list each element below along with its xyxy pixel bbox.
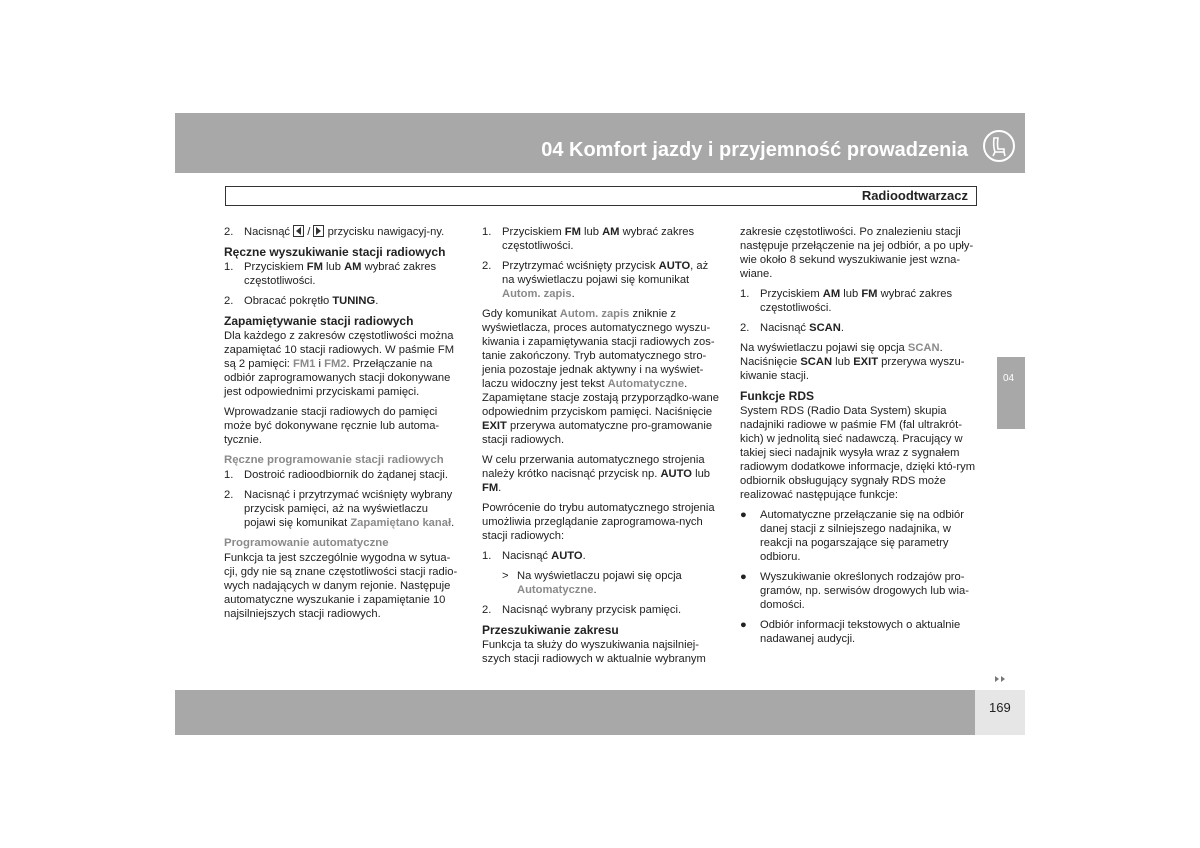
button-label: FM [306, 261, 323, 273]
bullet-icon: ● [740, 509, 747, 521]
text: . Naciśnięcie [740, 342, 943, 368]
step-number: 1. [740, 288, 750, 300]
text: lub [695, 468, 711, 480]
list-text: lub [326, 261, 341, 273]
list-text: Na wyświetlaczu pojawi się opcja [517, 570, 682, 582]
list-item [740, 618, 978, 646]
button-label: FM [564, 226, 581, 238]
list-text: Nacisnąć [502, 550, 549, 562]
button-label: AUTO [660, 468, 692, 480]
paragraph [740, 341, 978, 383]
heading: Zapamiętywanie stacji radiowych [224, 314, 414, 328]
button-label: FM [482, 482, 499, 494]
page-number-box [975, 690, 1025, 735]
step-number: 2. [224, 489, 234, 501]
display-message: FM1 [293, 358, 316, 370]
list-text: . [582, 550, 586, 562]
list-item: 2. Obracać pokrętło TUNING. [224, 295, 379, 307]
step-number: 2. [740, 322, 750, 334]
list-item [482, 549, 720, 563]
result-marker: > [502, 570, 509, 582]
list-text: Nacisnąć wybrany przycisk pamięci. [502, 604, 682, 616]
list-text: Przyciskiem [502, 226, 562, 238]
list-item [482, 603, 720, 617]
list-item [224, 488, 462, 530]
section-title: Radioodtwarzacz [861, 188, 968, 203]
text: przerywa wyszu-kiwanie stacji. [740, 356, 965, 382]
heading: Ręczne wyszukiwanie stacji radiowych [224, 245, 446, 259]
list-text: , aż na wyświetlaczu pojawi się komunikat [502, 260, 709, 286]
paragraph [482, 453, 720, 495]
button-label: SCAN [800, 356, 833, 368]
heading: Programowanie automatyczne [224, 537, 389, 549]
button-label: AUTO [551, 550, 583, 562]
display-message: SCAN [907, 342, 940, 354]
paragraph: Funkcja ta służy do wyszukiwania najsilniej-szych stacji radiowych w aktualnie wybranym [482, 639, 706, 665]
list-item [740, 508, 978, 564]
button-label: FM [861, 288, 878, 300]
display-message: Autom. zapis [559, 308, 630, 320]
list-text: Nacisnąć [760, 322, 807, 334]
button-label: TUNING [332, 295, 376, 307]
paragraph: Wprowadzanie stacji radiowych do pamięci może być dokonywane ręcznie lub automa-tycznie. [224, 406, 440, 446]
list-text: wybrać zakres częstotliwości. [760, 288, 953, 314]
text: zniknie z wyświetlacza, proces automatycznego wyszu-kiwania i zapamiętywania stacji radiowych zos-tanie zakończony. Tryb automatycznego stro-jenia pozostaje jednak aktywny i na wyświet-laczu widoczny jest tekst [482, 308, 715, 390]
button-label: SCAN [809, 322, 841, 334]
heading: Przeszukiwanie zakresu [482, 623, 619, 637]
list-item [224, 260, 462, 288]
step-number: 2. [482, 604, 492, 616]
footer-band [175, 690, 975, 735]
text: . Zapamiętane stacje zostają przyporządko-wane odpowiednim przyciskom pamięci. Naciśnięcie [482, 378, 719, 418]
column-2 [482, 225, 720, 672]
display-message: FM2 [324, 358, 347, 370]
step-number: 1. [224, 261, 234, 273]
list-text: wybrać zakres częstotliwości. [502, 226, 695, 252]
text: przerywa automatyczne pro-gramowanie stacji radiowych. [482, 420, 713, 446]
display-message: Automatyczne [517, 584, 594, 596]
button-label: EXIT [853, 356, 879, 368]
heading: Ręczne programowanie stacji radiowych [224, 454, 444, 466]
button-label: AUTO [658, 260, 691, 272]
text: lub [835, 356, 851, 368]
list-item [740, 287, 978, 315]
list-text: lub [843, 288, 859, 300]
text: Gdy komunikat [482, 308, 557, 320]
section-header [225, 186, 977, 206]
button-label: AM [602, 226, 620, 238]
list-text: Nacisnąć i przytrzymać wciśnięty wybrany przycisk pamięci, aż na wyświetlaczu pojawi się komunikat [244, 489, 453, 529]
list-text: . [593, 584, 597, 596]
list-text: wybrać zakres częstotliwości. [244, 261, 437, 287]
chapter-title: 04 Komfort jazdy i przyjemność prowadzenia [541, 139, 968, 161]
text: W celu przerwania automatycznego strojenia należy krótko nacisnąć przycisk np. [482, 454, 705, 480]
column-1 [224, 225, 462, 627]
chapter-header [175, 113, 1025, 173]
page-number: 169 [989, 700, 1011, 715]
nav-left-button-icon [293, 225, 304, 237]
list-text: Nacisnąć [244, 226, 291, 238]
list-text: . [840, 322, 844, 334]
sub-list-item [482, 569, 720, 597]
step-number: 1. [482, 550, 492, 562]
bullet-icon: ● [740, 571, 747, 583]
list-item [482, 259, 720, 301]
chapter-tab [997, 357, 1025, 429]
button-label: EXIT [482, 420, 507, 432]
paragraph: zakresie częstotliwości. Po znalezieniu stacji następuje przełączenie na jej odbiór, a po upły-wie około 8 sekund wyszukiwanie jest wzna-wiane. [740, 226, 974, 280]
list-item [224, 468, 462, 482]
step-number: 2. [482, 260, 492, 272]
list-text: Automatyczne przełączanie się na odbiór danej stacji z silniejszego nadajnika, w reakcji na pogarszające się parametry odbioru. [760, 509, 964, 563]
chapter-tab-label: 04 [1003, 373, 1015, 384]
display-message: Automatyczne [607, 378, 685, 390]
nav-right-button-icon [313, 225, 324, 237]
paragraph [224, 329, 462, 399]
text: . Przełączanie na odbiór zaprogramowanych stacji dokonywane jest odpowiednimi przyciskami pamięci. [224, 358, 451, 398]
list-text: Przyciskiem [760, 288, 820, 300]
list-text: Dostroić radioodbiornik do żądanej stacji. [244, 469, 448, 481]
step-number: 1. [482, 226, 492, 238]
text: Na wyświetlaczu pojawi się opcja [740, 342, 905, 354]
list-text: Obracać pokrętło [244, 295, 330, 307]
list-text: Przyciskiem [244, 261, 304, 273]
list-text: lub [584, 226, 599, 238]
list-item: 2. Nacisnąć / przycisku nawigacyj-ny. [224, 226, 445, 238]
display-message: Zapamiętano kanał [350, 517, 452, 529]
text: i [318, 358, 322, 370]
list-text: . [571, 288, 575, 300]
paragraph [482, 307, 720, 447]
paragraph: System RDS (Radio Data System) skupia nadajniki radiowe w paśmie FM (fal ultrakrót-kich) w jednolitą sieć nadawczą. Pracujący w takiej sieci nadajnik wysyła wraz z sygnałem radiowym dodatkowe informacje, dzięki któ-rym odbiornik obsługujący sygnały RDS może realizować następujące funkcje: [740, 405, 976, 501]
text: . [498, 482, 502, 494]
list-item [482, 225, 720, 253]
step-number: 2. [224, 226, 234, 238]
step-number: 1. [224, 469, 234, 481]
paragraph: Powrócenie do trybu automatycznego strojenia umożliwia przeglądanie zaprogramowa-nych stacji radiowych: [482, 502, 715, 542]
list-text: Przytrzymać wciśnięty przycisk [502, 260, 656, 272]
bullet-icon: ● [740, 619, 747, 631]
list-item [740, 321, 978, 335]
paragraph: Funkcja ta jest szczególnie wygodna w sytua-cji, gdy nie są znane częstotliwości stacji radio-wych nadających w danym rejonie. Następuje automatyczne wyszukanie i zapamiętanie 10 najsilniejszych stacji radiowych. [224, 552, 458, 620]
list-text: Odbiór informacji tekstowych o aktualnie nadawanej audycji. [760, 619, 961, 645]
heading: Funkcje RDS [740, 389, 815, 403]
text: Dla każdego z zakresów częstotliwości można zapamiętać 10 stacji radiowych. W paśmie FM są 2 pamięci: [224, 330, 455, 370]
button-label: AM [822, 288, 841, 300]
list-text: . [451, 517, 455, 529]
seat-icon [982, 129, 1016, 163]
display-message: Autom. zapis [502, 288, 572, 300]
list-item [740, 570, 978, 612]
step-number: 2. [224, 295, 234, 307]
column-3 [740, 225, 978, 652]
button-label: AM [344, 261, 362, 273]
double-arrow-right-icon [994, 675, 1008, 683]
list-text: Wyszukiwanie określonych rodzajów pro-gramów, np. serwisów drogowych lub wia-domości. [760, 571, 969, 611]
list-text: przycisku nawigacyj-ny. [327, 226, 445, 238]
